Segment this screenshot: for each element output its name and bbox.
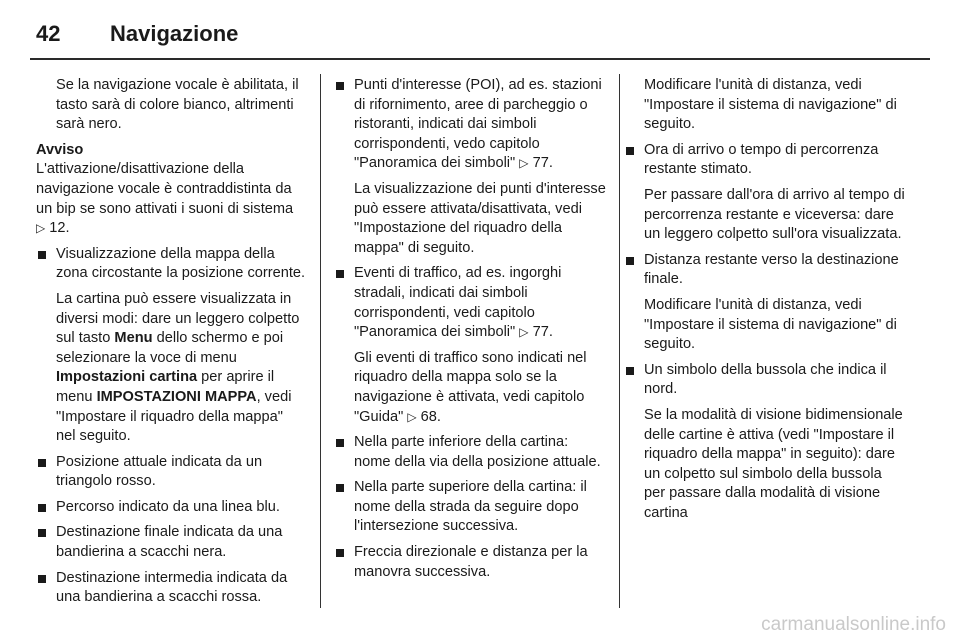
list-item: Un simbolo della bussola che indica il nord.: [624, 361, 906, 400]
list-item: Ora di arrivo o tempo di percorrenza restante stimato.: [624, 141, 906, 180]
list-item: Nella parte inferiore della cartina: nome della via della posizione attuale.: [334, 433, 606, 472]
page-ref-arrow-icon: ▷: [36, 221, 46, 236]
map-settings-label: Impostazioni cartina: [56, 369, 198, 386]
list-item-detail: La visualizzazione dei punti d'interesse può essere attivata/disattivata, vedi "Impostazione del riquadro della mappa" di seguito.: [354, 180, 606, 256]
page-ref-arrow-icon: ▷: [519, 156, 529, 171]
list-item-detail: Se la modalità di visione bidimensionale delle cartine è attiva (vedi "Impostare il riquadro della mappa" in seguito): dare un colpetto sul simbolo della bussola per passare dalla modalità di visione cartina: [644, 406, 903, 521]
list-item: Nella parte superiore della cartina: il nome della strada da seguire dopo l'intersezione successiva.: [334, 478, 606, 537]
column-1: [36, 76, 306, 614]
voice-intro: Se la navigazione vocale è abilitata, il tasto sarà di colore bianco, altrimenti sarà nero.: [56, 77, 299, 133]
list-item: Distanza restante verso la destinazione finale.: [624, 251, 906, 290]
list-item: Posizione attuale indicata da un triangolo rosso.: [36, 453, 306, 492]
map-menu-label: IMPOSTAZIONI MAPPA: [96, 388, 257, 405]
list-item-detail: Modificare l'unità di distanza, vedi "Impostare il sistema di navigazione" di seguito.: [644, 296, 897, 353]
header-rule: [30, 58, 930, 60]
column-3: [624, 76, 906, 529]
note-text: L'attivazione/disattivazione della navigazione vocale è contraddistinta da un bip se sono attivati i suoni di sistema ▷ 12.: [36, 161, 294, 237]
page-ref-arrow-icon: ▷: [519, 325, 529, 340]
list-item: Destinazione intermedia indicata da una bandierina a scacchi rossa.: [36, 569, 306, 608]
chapter-title: Navigazione: [110, 21, 239, 46]
menu-key-label: Menu: [114, 330, 153, 347]
list-item: Freccia direzionale e distanza per la manovra successiva.: [334, 543, 606, 582]
column-divider-2: [619, 74, 620, 608]
list-item: Percorso indicato da una linea blu.: [36, 498, 306, 518]
list-item-detail: Per passare dall'ora di arrivo al tempo di percorrenza restante e viceversa: dare un leggero colpetto sull'ora visualizzata.: [644, 186, 905, 243]
list-item: Punti d'interesse (POI), ad es. stazioni di rifornimento, aree di parcheggio o ristoranti, indicati dai simboli corrispondenti, vedo capitolo "Panoramica dei simboli" ▷ 77.: [334, 76, 606, 174]
page-header: [36, 18, 238, 50]
list-item: Eventi di traffico, ad es. ingorghi stradali, indicati dai simboli corrispondenti, vedi capitolo "Panoramica dei simboli" ▷ 77.: [334, 264, 606, 342]
column-2: [334, 76, 606, 588]
list-item: Visualizzazione della mappa della zona circostante la posizione corrente.: [36, 245, 306, 284]
list-item-detail: La cartina può essere visualizzata in diversi modi: dare un leggero colpetto sul tasto Menu dello schermo e poi selezionare la voce di menu Impostazioni cartina per aprire il menu IMPOSTAZIONI MAPPA, vedi "Impostare il riquadro della mappa" nel seguito.: [56, 290, 300, 445]
list-item: Destinazione finale indicata da una bandierina a scacchi nera.: [36, 523, 306, 562]
page-number: 42: [36, 21, 61, 46]
list-item-detail: Gli eventi di traffico sono indicati nel riquadro della mappa solo se la navigazione è attivata, vedi capitolo "Guida" ▷ 68.: [354, 349, 587, 425]
watermark: carmanualsonline.info: [761, 614, 946, 635]
page-ref-arrow-icon: ▷: [407, 409, 417, 424]
distance-intro: Modificare l'unità di distanza, vedi "Impostare il sistema di navigazione" di seguito.: [644, 77, 897, 133]
column-divider-1: [320, 74, 321, 608]
note-title: Avviso: [36, 141, 84, 158]
